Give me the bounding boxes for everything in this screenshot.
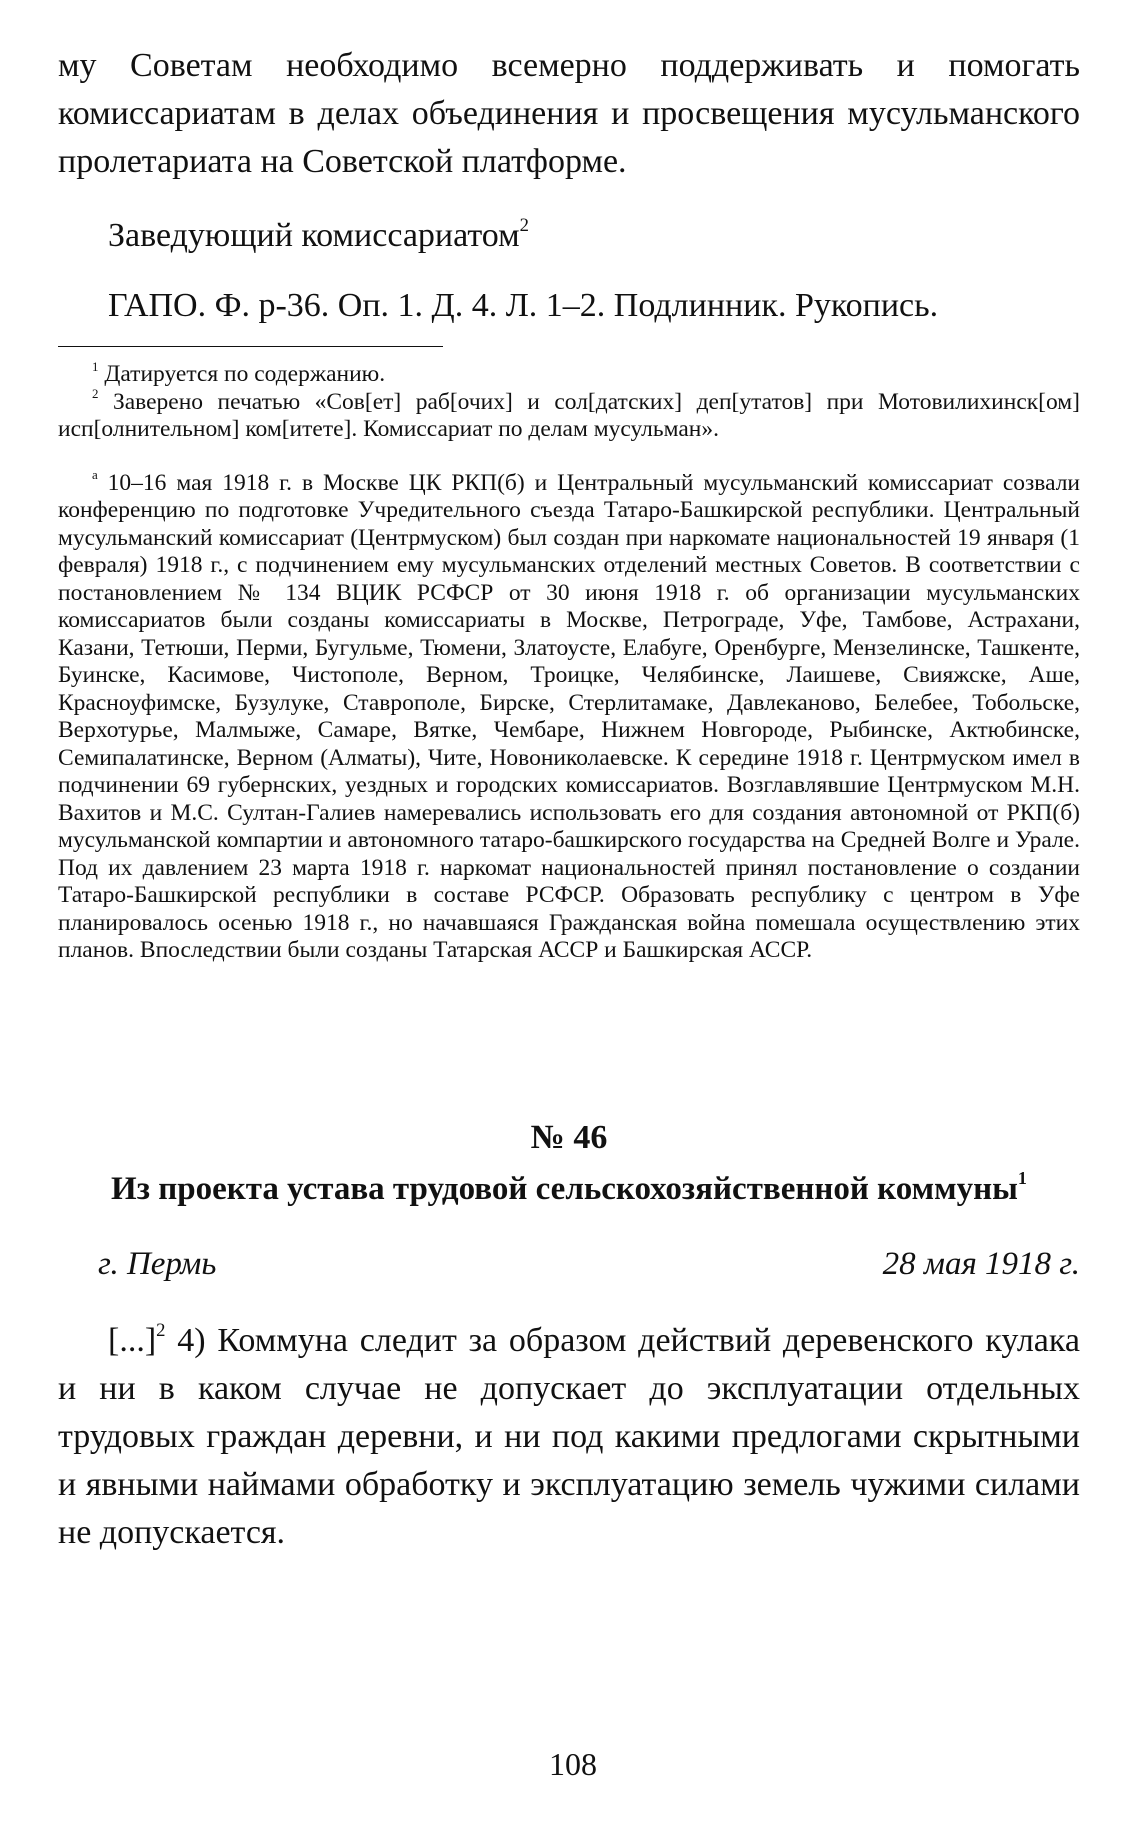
- document-title: [58, 1167, 1080, 1211]
- page-number: 108: [549, 1746, 597, 1782]
- footnote-text: Датируется по содержанию.: [104, 361, 386, 387]
- archive-reference: ГАПО. Ф. р-36. Оп. 1. Д. 4. Л. 1–2. Подлинник. Рукопись.: [108, 287, 939, 324]
- document-meta: [58, 1241, 1080, 1287]
- document-body: [58, 1317, 1080, 1557]
- commentary-mark: а: [92, 467, 98, 483]
- document-title-text: Из проекта устава трудовой сельскохозяйственной коммуны: [111, 1170, 1018, 1207]
- document-page: [58, 42, 1080, 1557]
- commentary-note: [58, 467, 1081, 965]
- document-place: г. Пермь: [98, 1245, 217, 1282]
- footnotes: [58, 358, 1080, 444]
- document-number: № 46: [530, 1118, 608, 1156]
- document-body-text: 4) Коммуна следит за образом действий деревенского кулака и ни в каком случае не допускает до эксплуатации отдельных трудовых граждан деревни, и ни под какими предлогами скрытными и явными наймами обработку и эксплуатацию земель чужими силами не допускается.: [58, 1321, 1080, 1551]
- top-paragraph: му Советам необходимо всемерно поддерживать и помогать комиссариатам в делах объединения и просвещения мусульманского пролетариата на Советской платформе.: [58, 47, 1080, 180]
- commentary-text: 10–16 мая 1918 г. в Москве ЦК РКП(б) и Центральный мусульманский комиссариат созвали конференцию по подготовке Учредительного съезда Татаро-Башкирской республики. Центральный мусульманский комиссариат (Центрмуском) был создан при наркомате национальностей 19 января (1 февраля) 1918 г., с подчинением ему мусульманских отделений местных Советов. В соответствии с постановлением № 134 ВЦИК РСФСР от 30 июня 1918 г. об организации мусульманских комиссариатов были созданы комиссариаты в Москве, Петрограде, Уфе, Тамбове, Астрахани, Казани, Тетюши, Перми, Бугульме, Тюмени, Златоусте, Елабуге, Оренбурге, Мензелинске, Ташкенте, Буинске, Касимове, Чистополе, Верном, Троицке, Челябинске, Лаишеве, Свияжске, Аше, Красноуфимске, Бузулуке, Ставрополе, Бирске, Стерлитамаке, Давлеканово, Белебее, Тобольске, Верхотурье, Малмыже, Самаре, Вятке, Чембаре, Нижнем Новгороде, Рыбинске, Актюбинске, Семипалатинске, Верном (Алматы), Чите, Новониколаевске. К середине 1918 г. Центрмуском имел в подчинении 69 губернских, уездных и городских комиссариатов. Возглавлявшие Центрмуском М.Н. Вахитов и М.С. Султан-Галиев намеревались использовать его для создания автономной от РКП(б) мусульманской компартии и автономного татаро-башкирского государства на Средней Волге и Урале. Под их давлением 23 марта 1918 г. наркомат национальностей принял постановление о создании Татаро-Башкирской республики в составе РСФСР. Образовать республику с центром в Уфе планировалось осенью 1918 г., но начавшаяся Гражданская война помешала осуществлению этих планов. Впоследствии были созданы Татарская АССР и Башкирская АССР.: [58, 469, 1081, 963]
- footnote-1: [58, 358, 1080, 389]
- footnote-mark: 2: [519, 215, 529, 237]
- footnote-mark: 1: [92, 358, 99, 374]
- document-date: 28 мая 1918 г.: [882, 1245, 1080, 1282]
- footnote-text: Заверено печатью «Сов[ет] раб[очих] и сол[датских] деп[утатов] при Мотовилихинск[ом] исп[олнительном] ком[итете]. Комиссариат по делам мусульман».: [58, 388, 1080, 442]
- footnote-divider: [58, 346, 443, 347]
- signature-text: Заведующий комиссариатом: [108, 217, 520, 254]
- footnote-mark: 2: [156, 1319, 166, 1341]
- footnote-2: [58, 386, 1080, 444]
- footnote-mark: 2: [92, 386, 99, 402]
- omission-mark: [...]: [108, 1321, 157, 1359]
- signature-line: [58, 212, 1080, 260]
- footnote-mark: 1: [1017, 1167, 1027, 1188]
